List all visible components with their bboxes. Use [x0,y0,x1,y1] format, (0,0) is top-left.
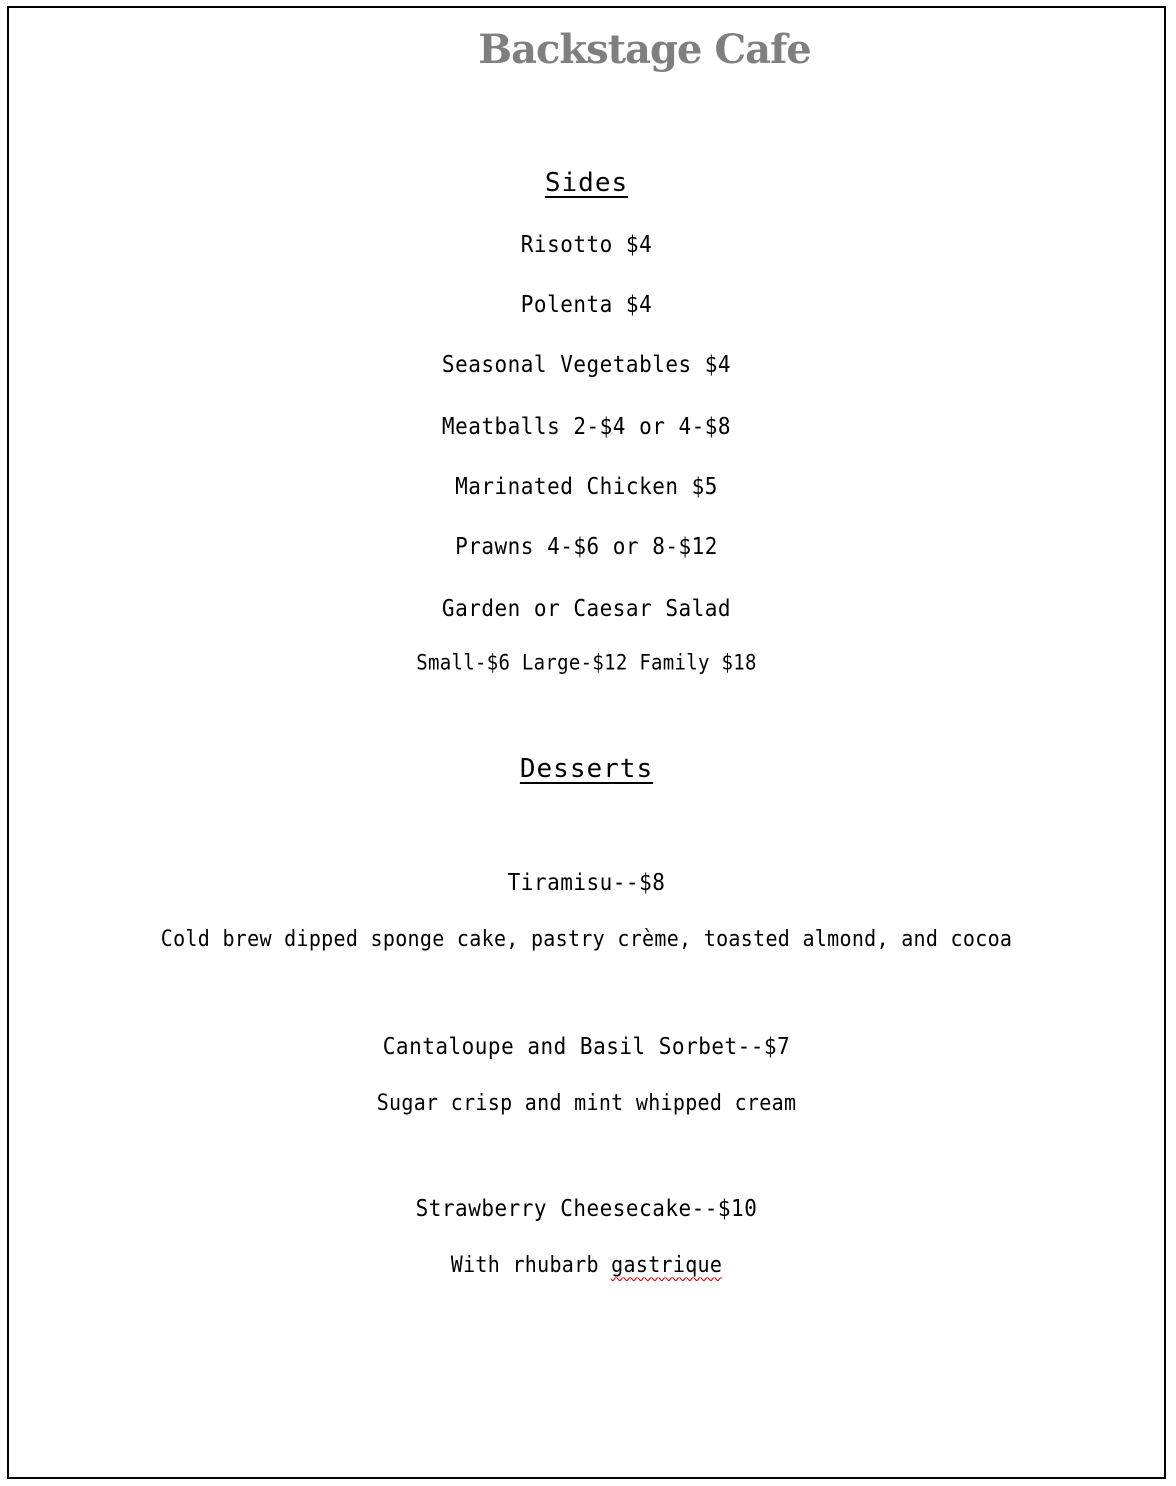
dessert-description-sorbet: Sugar crisp and mint whipped cream [376,1088,797,1116]
dessert-description-cheesecake [9,1251,1164,1278]
side-item-salad-sizes: Small-$6 Large-$12 Family $18 [416,650,757,676]
side-item-seasonal-vegetables: Seasonal Vegetables $4 [441,350,732,378]
cafe-title: Backstage Cafe [478,26,811,73]
dessert-item-sorbet: Cantaloupe and Basil Sorbet--$7 [382,1032,791,1060]
sides-heading: Sides [544,168,629,198]
menu-page [7,6,1166,1479]
dessert-item-tiramisu: Tiramisu--$8 [507,868,666,896]
side-item-prawns: Prawns 4-$6 or 8-$12 [455,532,718,560]
side-item-salad: Garden or Caesar Salad [441,594,732,622]
side-item-meatballs: Meatballs 2-$4 or 4-$8 [441,412,732,440]
dessert-description-tiramisu: Cold brew dipped sponge cake, pastry crème, toasted almond, and cocoa [160,924,1013,952]
desserts-heading: Desserts [519,754,654,784]
description-text: With rhubarb [450,1250,612,1278]
side-item-marinated-chicken: Marinated Chicken $5 [455,472,718,500]
dessert-item-cheesecake: Strawberry Cheesecake--$10 [415,1194,758,1222]
side-item-risotto: Risotto $4 [520,230,653,258]
side-item-polenta: Polenta $4 [520,290,653,318]
spellcheck-flagged-word[interactable]: gastrique [611,1250,723,1278]
